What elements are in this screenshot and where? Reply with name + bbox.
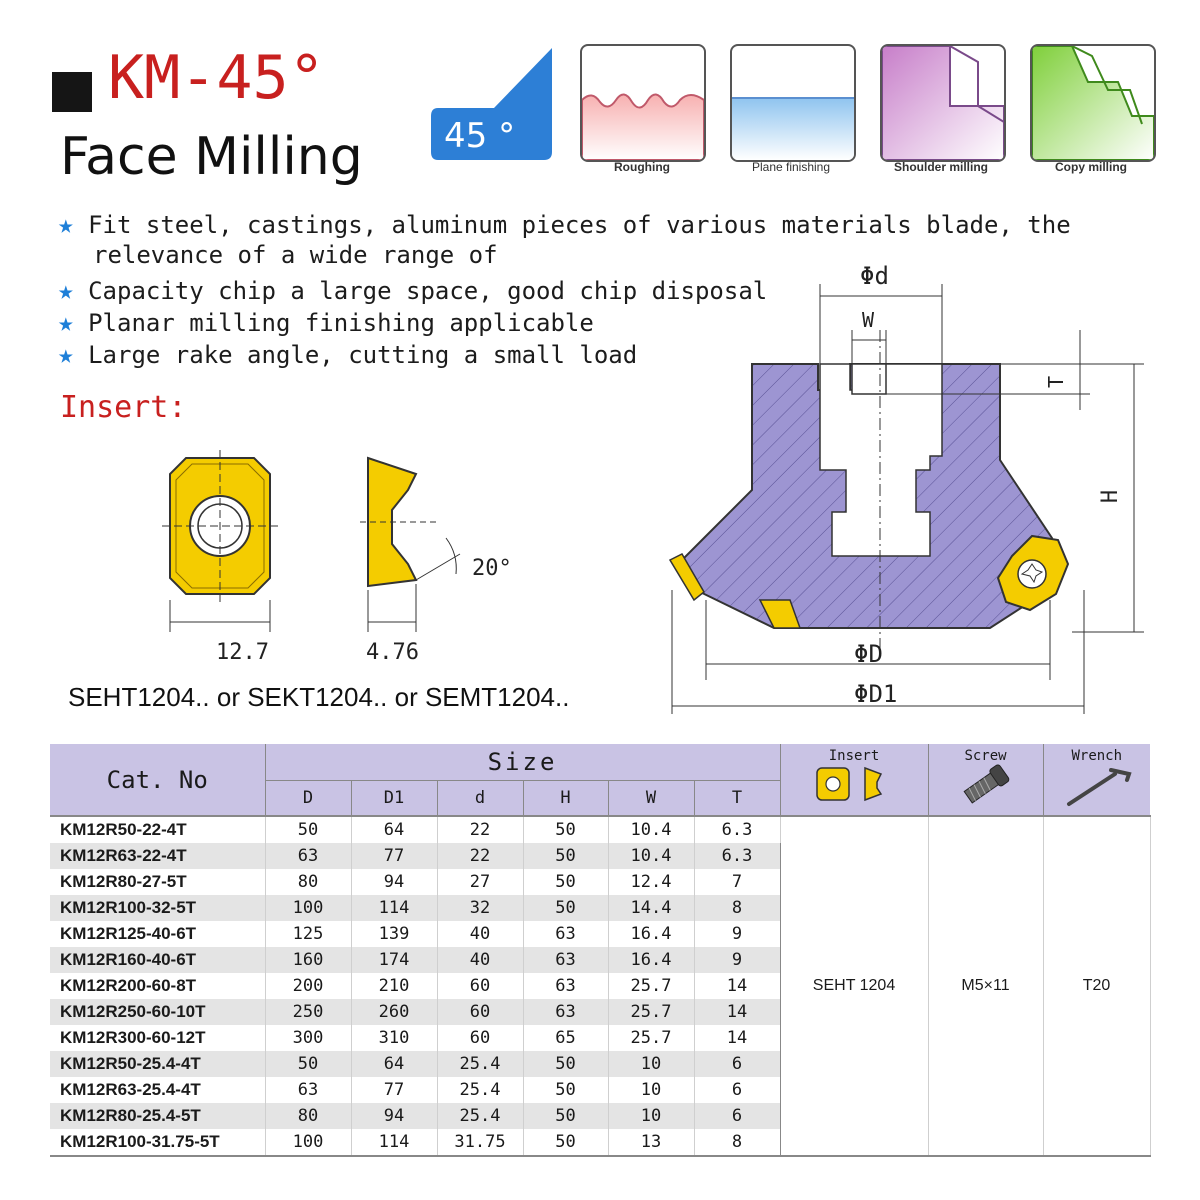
insert-heading: Insert: <box>60 390 187 425</box>
size-cell-d: 40 <box>437 947 523 973</box>
bore-diameter-label: Φd <box>860 262 889 290</box>
insert-header <box>780 744 928 816</box>
feature-item <box>58 310 594 336</box>
size-cell-d: 25.4 <box>437 1103 523 1129</box>
size-cell-D: 63 <box>265 1077 351 1103</box>
size-cell-H: 50 <box>523 1051 608 1077</box>
insert-thickness-label: 4.76 <box>366 640 419 665</box>
star-icon: ★ <box>58 276 74 306</box>
size-cell-D: 50 <box>265 1051 351 1077</box>
col-header-T: T <box>694 781 780 817</box>
size-cell-D: 63 <box>265 843 351 869</box>
angle-badge <box>428 44 558 166</box>
screw-header <box>928 744 1043 816</box>
outer-diameter-label: ΦD1 <box>854 680 898 708</box>
size-cell-H: 50 <box>523 869 608 895</box>
size-cell-T: 6 <box>694 1051 780 1077</box>
size-cell-D1: 114 <box>351 895 437 921</box>
col-header-D: D <box>265 781 351 817</box>
col-header-d: d <box>437 781 523 817</box>
size-cell-H: 50 <box>523 816 608 843</box>
roughing-caption: Roughing <box>614 160 670 174</box>
size-cell-T: 14 <box>694 999 780 1025</box>
size-cell-D: 125 <box>265 921 351 947</box>
copy-milling-panel <box>1030 44 1156 162</box>
star-icon: ★ <box>58 308 74 338</box>
size-cell-d: 32 <box>437 895 523 921</box>
size-cell-D1: 77 <box>351 1077 437 1103</box>
size-cell-T: 6.3 <box>694 843 780 869</box>
size-cell-D: 80 <box>265 869 351 895</box>
size-cell-d: 60 <box>437 973 523 999</box>
shoulder-milling-panel <box>880 44 1006 162</box>
insert-angle-label: 20° <box>472 556 512 581</box>
title-square-icon <box>52 72 92 112</box>
star-icon: ★ <box>58 210 74 240</box>
size-cell-W: 10 <box>608 1077 694 1103</box>
size-cell-D1: 77 <box>351 843 437 869</box>
size-cell-H: 50 <box>523 843 608 869</box>
size-cell-D1: 174 <box>351 947 437 973</box>
insert-drawing <box>160 450 480 640</box>
height-label: H <box>1098 489 1124 504</box>
size-cell-W: 10 <box>608 1051 694 1077</box>
cat-no-cell: KM12R50-22-4T <box>50 816 265 843</box>
insert-value-cell: SEHT 1204 <box>780 816 928 1156</box>
size-cell-T: 8 <box>694 895 780 921</box>
size-cell-T: 14 <box>694 1025 780 1051</box>
size-cell-W: 25.7 <box>608 973 694 999</box>
screw-value-cell: M5×11 <box>928 816 1043 1156</box>
insert-width-label: 12.7 <box>216 640 269 665</box>
feature-text: Fit steel, castings, aluminum pieces of various materials blade, the <box>88 211 1071 239</box>
size-cell-H: 63 <box>523 921 608 947</box>
cat-no-cell: KM12R100-32-5T <box>50 895 265 921</box>
size-header: Size <box>265 744 780 781</box>
size-cell-d: 60 <box>437 1025 523 1051</box>
feature-text: Planar milling finishing applicable <box>88 309 594 337</box>
page-subtitle: Face Milling <box>60 127 363 187</box>
size-cell-D: 160 <box>265 947 351 973</box>
size-cell-D: 200 <box>265 973 351 999</box>
size-cell-d: 60 <box>437 999 523 1025</box>
size-cell-W: 16.4 <box>608 921 694 947</box>
size-cell-D: 100 <box>265 1129 351 1156</box>
size-cell-H: 63 <box>523 973 608 999</box>
size-cell-H: 65 <box>523 1025 608 1051</box>
size-cell-T: 6 <box>694 1077 780 1103</box>
feature-item-continued <box>93 243 498 267</box>
roughing-panel <box>580 44 706 162</box>
size-cell-d: 22 <box>437 843 523 869</box>
insert-codes: SEHT1204.. or SEKT1204.. or SEMT1204.. <box>68 682 570 712</box>
size-cell-W: 25.7 <box>608 999 694 1025</box>
size-cell-d: 22 <box>437 816 523 843</box>
size-cell-H: 50 <box>523 1103 608 1129</box>
feature-text: Large rake angle, cutting a small load <box>88 341 638 369</box>
cat-no-cell: KM12R63-22-4T <box>50 843 265 869</box>
size-cell-T: 6.3 <box>694 816 780 843</box>
size-cell-T: 9 <box>694 921 780 947</box>
size-cell-D1: 114 <box>351 1129 437 1156</box>
size-cell-H: 63 <box>523 947 608 973</box>
size-cell-d: 25.4 <box>437 1051 523 1077</box>
feature-text: relevance of a wide range of <box>93 241 498 269</box>
size-cell-D1: 139 <box>351 921 437 947</box>
size-cell-W: 14.4 <box>608 895 694 921</box>
size-cell-T: 7 <box>694 869 780 895</box>
size-cell-D1: 64 <box>351 816 437 843</box>
plane-finishing-icon <box>732 46 854 160</box>
plane-finishing-caption: Plane finishing <box>751 160 831 174</box>
copy-milling-caption: Copy milling <box>1055 160 1127 174</box>
size-cell-d: 31.75 <box>437 1129 523 1156</box>
roughing-icon <box>582 46 704 160</box>
size-cell-H: 50 <box>523 1129 608 1156</box>
wrench-value-cell: T20 <box>1043 816 1150 1156</box>
copy-milling-icon <box>1032 46 1154 160</box>
size-cell-D: 80 <box>265 1103 351 1129</box>
size-cell-T: 9 <box>694 947 780 973</box>
size-cell-D1: 94 <box>351 869 437 895</box>
size-cell-H: 63 <box>523 999 608 1025</box>
insert-thumbnail-icon <box>809 764 899 804</box>
keyway-width-label: W <box>862 308 875 332</box>
size-cell-T: 8 <box>694 1129 780 1156</box>
size-cell-D1: 64 <box>351 1051 437 1077</box>
size-cell-T: 14 <box>694 973 780 999</box>
size-cell-D: 300 <box>265 1025 351 1051</box>
plane-finishing-panel <box>730 44 856 162</box>
size-cell-W: 16.4 <box>608 947 694 973</box>
feature-item <box>58 212 1071 238</box>
cat-no-cell: KM12R160-40-6T <box>50 947 265 973</box>
size-cell-W: 13 <box>608 1129 694 1156</box>
size-cell-d: 25.4 <box>437 1077 523 1103</box>
feature-item <box>58 342 637 368</box>
feature-text: Capacity chip a large space, good chip disposal <box>88 277 768 305</box>
insert-top-view-icon <box>162 450 278 602</box>
col-header-W: W <box>608 781 694 817</box>
cat-no-cell: KM12R50-25.4-4T <box>50 1051 265 1077</box>
shoulder-milling-icon <box>882 46 1004 160</box>
cat-no-cell: KM12R80-25.4-5T <box>50 1103 265 1129</box>
screw-icon <box>951 764 1021 808</box>
size-cell-D: 250 <box>265 999 351 1025</box>
size-cell-W: 10.4 <box>608 843 694 869</box>
star-icon: ★ <box>58 340 74 370</box>
insert-header-label: Insert <box>828 748 880 764</box>
screw-header-label: Screw <box>964 748 1007 764</box>
col-header-H: H <box>523 781 608 817</box>
keyway-depth-label: T <box>1044 375 1069 389</box>
table-row <box>50 816 1150 843</box>
size-cell-T: 6 <box>694 1103 780 1129</box>
cat-no-cell: KM12R300-60-12T <box>50 1025 265 1051</box>
angle-badge-label: 45 ° <box>444 116 516 156</box>
wrench-icon <box>1057 764 1137 808</box>
col-header-D1: D1 <box>351 781 437 817</box>
size-cell-D1: 94 <box>351 1103 437 1129</box>
cutter-drawing <box>660 260 1160 720</box>
size-cell-W: 12.4 <box>608 869 694 895</box>
wrench-header-label: Wrench <box>1071 748 1123 764</box>
size-cell-D1: 260 <box>351 999 437 1025</box>
size-cell-D: 50 <box>265 816 351 843</box>
size-cell-H: 50 <box>523 1077 608 1103</box>
size-cell-D1: 310 <box>351 1025 437 1051</box>
size-cell-D: 100 <box>265 895 351 921</box>
cat-no-cell: KM12R250-60-10T <box>50 999 265 1025</box>
size-cell-W: 25.7 <box>608 1025 694 1051</box>
size-cell-D1: 210 <box>351 973 437 999</box>
size-cell-W: 10.4 <box>608 816 694 843</box>
wrench-header <box>1043 744 1150 816</box>
cat-no-header: Cat. No <box>50 744 265 816</box>
cutter-diameter-label: ΦD <box>854 640 883 668</box>
cat-no-cell: KM12R63-25.4-4T <box>50 1077 265 1103</box>
size-cell-d: 27 <box>437 869 523 895</box>
cat-no-cell: KM12R200-60-8T <box>50 973 265 999</box>
cat-no-cell: KM12R100-31.75-5T <box>50 1129 265 1156</box>
size-cell-d: 40 <box>437 921 523 947</box>
insert-side-view-icon <box>360 458 436 586</box>
size-cell-H: 50 <box>523 895 608 921</box>
shoulder-milling-caption: Shoulder milling <box>893 160 988 174</box>
cat-no-cell: KM12R125-40-6T <box>50 921 265 947</box>
page-title: KM-45° <box>108 43 325 113</box>
size-cell-W: 10 <box>608 1103 694 1129</box>
cat-no-cell: KM12R80-27-5T <box>50 869 265 895</box>
spec-table <box>50 744 1151 1157</box>
